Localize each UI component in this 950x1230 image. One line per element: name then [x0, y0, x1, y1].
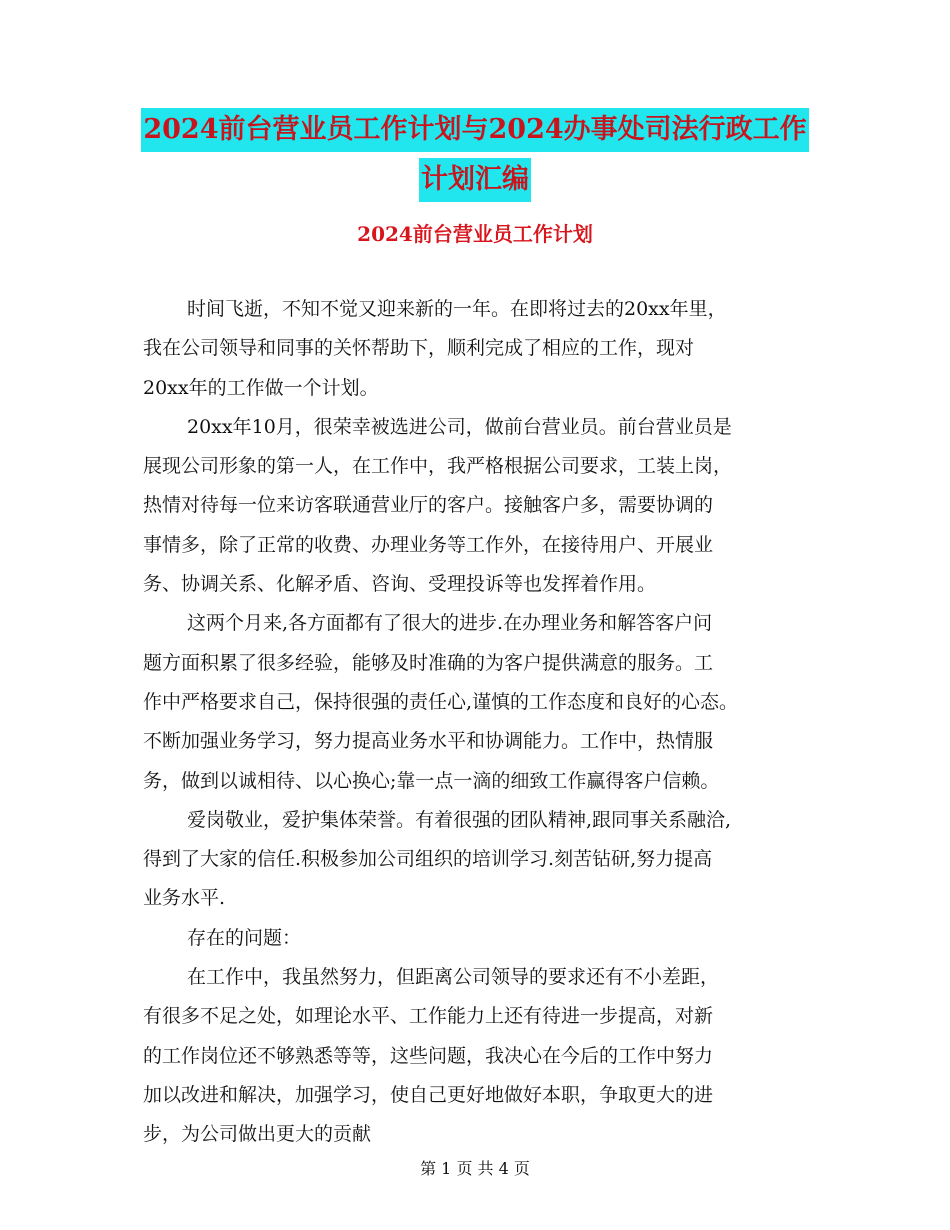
paragraph	[143, 801, 815, 919]
paragraph-line: 有很多不足之处，如理论水平、工作能力上还有待进一步提高，对新	[143, 1005, 714, 1028]
paragraph-line: 加以改进和解决，加强学习，使自己更好地做好本职，争取更大的进	[143, 1083, 714, 1106]
section-heading: 2024前台营业员工作计划	[357, 222, 593, 246]
title-line-2: 计划汇编	[419, 158, 531, 202]
paragraph-line: 时间飞逝，不知不觉又迎来新的一年。在即将过去的20xx年里，	[187, 298, 727, 320]
paragraph-line: 20xx年的工作做一个计划。	[143, 376, 379, 399]
page-footer: 第 1 页 共 4 页	[420, 1159, 530, 1178]
paragraph-line: 的工作岗位还不够熟悉等等，这些问题，我决心在今后的工作中努力	[143, 1044, 714, 1067]
paragraph-line: 热情对待每一位来访客联通营业厅的客户。接触客户多，需要协调的	[143, 494, 714, 517]
paragraph-line: 务、协调关系、化解矛盾、咨询、受理投诉等也发挥着作用。	[143, 573, 657, 596]
paragraph	[143, 919, 815, 958]
paragraph-line: 业务水平.	[143, 887, 226, 910]
paragraph-line: 作中严格要求自己，保持很强的责任心,谨慎的工作态度和良好的心态。	[143, 690, 739, 713]
paragraph-line: 事情多，除了正常的收费、办理业务等工作外，在接待用户、开展业	[143, 533, 714, 556]
paragraph-line: 步，为公司做出更大的贡献	[143, 1123, 372, 1146]
paragraph-line: 展现公司形象的第一人，在工作中，我严格根据公司要求，工装上岗，	[143, 455, 733, 478]
document-body	[143, 290, 815, 1155]
paragraph-line: 得到了大家的信任.积极参加公司组织的培训学习.刻苦钻研,努力提高	[143, 848, 713, 871]
paragraph-line: 在工作中，我虽然努力，但距离公司领导的要求还有不小差距，	[187, 966, 720, 989]
title-line-1: 2024前台营业员工作计划与2024办事处司法行政工作	[141, 108, 808, 152]
paragraph-line: 爱岗敬业，爱护集体荣誉。有着很强的团队精神,跟同事关系融洽,	[187, 808, 732, 831]
paragraph	[143, 604, 815, 800]
document-title	[0, 108, 950, 202]
paragraph-line: 务，做到以诚相待、以心换心;靠一点一滴的细致工作赢得客户信赖。	[143, 769, 720, 792]
paragraph-line: 存在的问题：	[187, 926, 302, 949]
paragraph-line: 不断加强业务学习，努力提高业务水平和协调能力。工作中，热情服	[143, 730, 714, 753]
paragraph-line: 我在公司领导和同事的关怀帮助下，顺利完成了相应的工作，现对	[143, 337, 695, 360]
paragraph	[143, 290, 815, 408]
paragraph	[143, 408, 815, 604]
paragraph-line: 这两个月来,各方面都有了很大的进步.在办理业务和解答客户问	[187, 612, 713, 635]
paragraph-line: 题方面积累了很多经验，能够及时准确的为客户提供满意的服务。工	[143, 651, 714, 674]
paragraph-line: 20xx年10月，很荣幸被选进公司，做前台营业员。前台营业员是	[187, 415, 732, 438]
paragraph	[143, 958, 815, 1154]
